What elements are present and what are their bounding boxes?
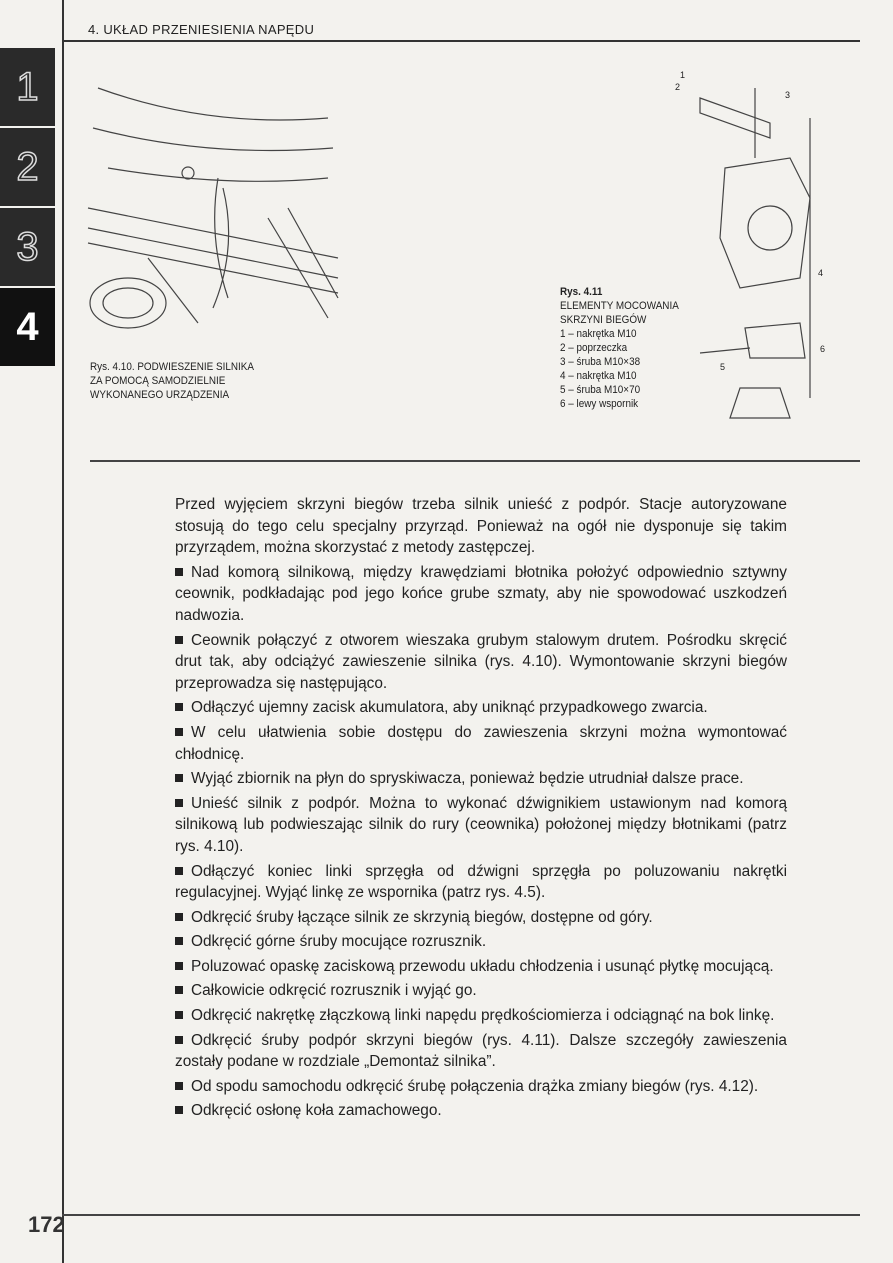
bullet-icon bbox=[175, 774, 183, 782]
figure-label: Rys. 4.11 bbox=[560, 286, 603, 298]
callout-3: 3 bbox=[785, 90, 791, 100]
step-paragraph bbox=[175, 1005, 787, 1027]
step-paragraph bbox=[175, 697, 787, 719]
step-text: Odkręcić górne śruby mocujące rozrusznik. bbox=[191, 933, 487, 951]
step-text: Unieść silnik z podpór. Można to wykonać dźwignikiem ustawionym nad komorą silnikową lub podwieszając silnik do rury (ceownika) położonej między błotnikami (patrz rys. 4.10). bbox=[175, 794, 787, 855]
bullet-icon bbox=[175, 799, 183, 807]
bullet-icon bbox=[175, 962, 183, 970]
legend-item: 1 – nakrętka M10 bbox=[560, 328, 637, 340]
bullet-icon bbox=[175, 913, 183, 921]
callout-5: 5 bbox=[720, 362, 726, 372]
bullet-icon bbox=[175, 636, 183, 644]
chapter-tab-1: 1 bbox=[0, 48, 55, 126]
callout-4: 4 bbox=[818, 268, 824, 278]
step-paragraph bbox=[175, 861, 787, 904]
header-rule bbox=[62, 40, 860, 42]
legend-item: 2 – poprzeczka bbox=[560, 342, 628, 354]
bullet-icon bbox=[175, 986, 183, 994]
step-paragraph bbox=[175, 793, 787, 858]
step-text: Odkręcić śruby łączące silnik ze skrzynią biegów, dostępne od góry. bbox=[191, 908, 653, 926]
step-paragraph bbox=[175, 630, 787, 695]
step-paragraph bbox=[175, 1100, 787, 1122]
page-number: 172 bbox=[28, 1212, 65, 1237]
legend-item: 5 – śruba M10×70 bbox=[560, 384, 641, 396]
engine-suspension-illustration bbox=[88, 68, 338, 328]
bullet-icon bbox=[175, 1082, 183, 1090]
step-text: Całkowicie odkręcić rozrusznik i wyjąć go. bbox=[191, 982, 477, 1000]
chapter-tab-2: 2 bbox=[0, 128, 55, 206]
bullet-icon bbox=[175, 1106, 183, 1114]
section-divider bbox=[90, 460, 860, 462]
bullet-icon bbox=[175, 1036, 183, 1044]
step-text: Od spodu samochodu odkręcić śrubę połączenia drążka zmiany biegów (rys. 4.12). bbox=[191, 1077, 759, 1095]
chapter-tabs bbox=[0, 48, 55, 368]
step-text: Odkręcić nakrętkę złączkową linki napędu prędkościomierza i odciągnąć na bok linkę. bbox=[191, 1007, 775, 1025]
legend-item: 6 – lewy wspornik bbox=[560, 398, 639, 410]
body-text bbox=[175, 494, 787, 1125]
bullet-icon bbox=[175, 568, 183, 576]
step-paragraph bbox=[175, 768, 787, 790]
intro-paragraph: Przed wyjęciem skrzyni biegów trzeba silnik unieść z podpór. Stacje autoryzowane stosują do tego celu specjalny przyrząd. Ponieważ na ogół nie dysponuje się takim przyrządem, można skorzystać z metody zastępczej. bbox=[175, 496, 787, 557]
margin-line bbox=[62, 0, 64, 1263]
bullet-icon bbox=[175, 867, 183, 875]
steps-list bbox=[175, 562, 787, 1122]
step-text: Ceownik połączyć z otworem wieszaka grubym stalowym drutem. Pośrodku skręcić drut tak, aby odciążyć zawieszenie silnika (rys. 4.10). Wymontowanie skrzyni biegów przeprowadza się następująco. bbox=[175, 631, 787, 692]
chapter-header: 4. UKŁAD PRZENIESIENIA NAPĘDU bbox=[88, 22, 315, 37]
step-text: Wyjąć zbiornik na płyn do spryskiwacza, ponieważ będzie utrudniał dalsze prace. bbox=[191, 770, 744, 788]
step-text: Odkręcić osłonę koła zamachowego. bbox=[191, 1102, 442, 1120]
step-paragraph bbox=[175, 980, 787, 1002]
step-paragraph bbox=[175, 1030, 787, 1073]
step-paragraph bbox=[175, 722, 787, 765]
bullet-icon bbox=[175, 728, 183, 736]
step-paragraph bbox=[175, 907, 787, 929]
bullet-icon bbox=[175, 1011, 183, 1019]
figure-title: ELEMENTY MOCOWANIA bbox=[560, 300, 679, 312]
chapter-tab-3: 3 bbox=[0, 208, 55, 286]
figure-4-10-caption bbox=[90, 360, 254, 402]
step-text: Odłączyć koniec linki sprzęgła od dźwigni sprzęgła po poluzowaniu nakrętki regulacyjnej. Wyjąć linkę ze wspornika (patrz rys. 4.5). bbox=[175, 862, 787, 902]
step-text: Poluzować opaskę zaciskową przewodu układu chłodzenia i usunąć płytkę mocującą. bbox=[191, 957, 774, 975]
callout-1: 1 bbox=[680, 70, 686, 80]
legend-item: 3 – śruba M10×38 bbox=[560, 356, 641, 368]
callout-6: 6 bbox=[820, 344, 826, 354]
step-paragraph bbox=[175, 931, 787, 953]
step-paragraph bbox=[175, 1076, 787, 1098]
figure-title: SKRZYNI BIEGÓW bbox=[560, 314, 647, 326]
step-text: Odkręcić śruby podpór skrzyni biegów (rys. 4.11). Dalsze szczegóły zawieszenia zostały podane w rozdziale „Demontaż silnika”. bbox=[175, 1031, 787, 1071]
figure-4-11-caption bbox=[560, 285, 679, 411]
footer-rule bbox=[62, 1214, 860, 1216]
legend-item: 4 – nakrętka M10 bbox=[560, 370, 637, 382]
caption-line: ZA POMOCĄ SAMODZIELNIE bbox=[90, 375, 226, 387]
bullet-icon bbox=[175, 937, 183, 945]
step-text: Odłączyć ujemny zacisk akumulatora, aby uniknąć przypadkowego zwarcia. bbox=[191, 699, 708, 717]
step-paragraph bbox=[175, 562, 787, 627]
step-text: W celu ułatwienia sobie dostępu do zawieszenia skrzyni można wymontować chłodnicę. bbox=[175, 723, 787, 763]
bullet-icon bbox=[175, 703, 183, 711]
step-text: Nad komorą silnikową, między krawędziami błotnika położyć odpowiednio sztywny ceownik, podkładając pod jego końce grube szmaty, aby nie spowodować uszkodzeń nadwozia. bbox=[175, 563, 787, 624]
caption-line: Rys. 4.10. PODWIESZENIE SILNIKA bbox=[90, 361, 254, 373]
step-paragraph bbox=[175, 956, 787, 978]
gearbox-mount-illustration bbox=[675, 68, 830, 428]
chapter-tab-4: 4 bbox=[0, 288, 55, 366]
caption-line: WYKONANEGO URZĄDZENIA bbox=[90, 389, 230, 401]
callout-2: 2 bbox=[675, 82, 681, 92]
